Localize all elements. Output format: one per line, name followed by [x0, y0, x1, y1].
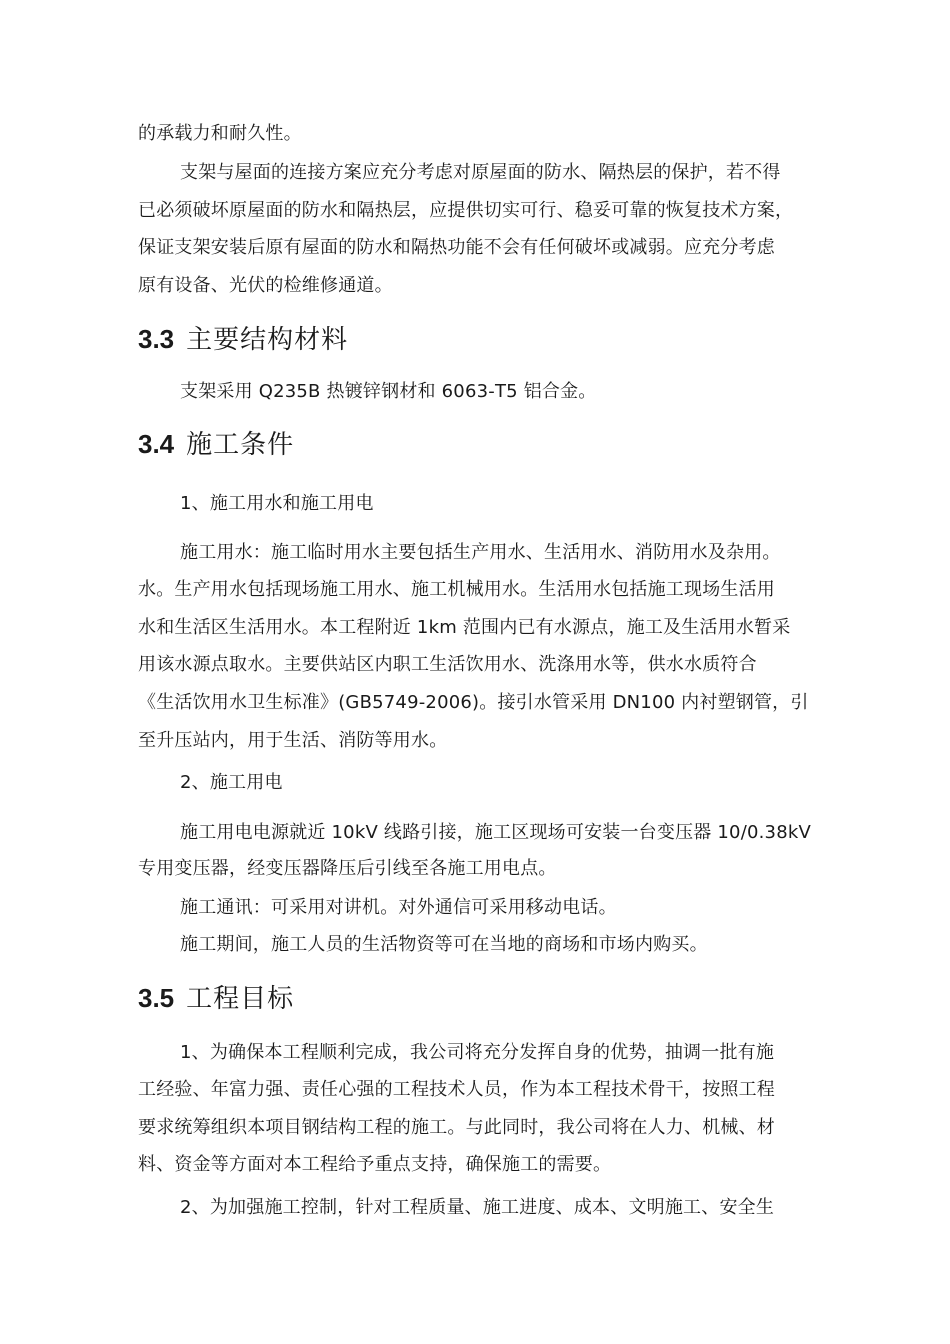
paragraph-line: 支架与屋面的连接方案应充分考虑对原屋面的防水、隔热层的保护，若不得	[180, 162, 781, 183]
section-title: 主要结构材料	[186, 325, 349, 355]
paragraph-line: 至升压站内，用于生活、消防等用水。	[138, 730, 448, 751]
paragraph-line: 2、为加强施工控制，针对工程质量、施工进度、成本、文明施工、安全生	[180, 1197, 775, 1218]
list-item-heading: 2、施工用电	[180, 772, 283, 793]
paragraph-line: 水和生活区生活用水。本工程附近 1km 范围内已有水源点，施工及生活用水暂采	[138, 617, 791, 638]
paragraph-line: 要求统筹组织本项目钢结构工程的施工。与此同时，我公司将在人力、机械、材	[138, 1117, 775, 1138]
paragraph-line: 的承载力和耐久性。	[138, 123, 302, 144]
paragraph-line: 施工期间，施工人员的生活物资等可在当地的商场和市场内购买。	[180, 934, 708, 955]
paragraph-line: 已必须破坏原屋面的防水和隔热层，应提供切实可行、稳妥可靠的恢复技术方案，	[138, 200, 794, 221]
paragraph-line: 用该水源点取水。主要供站区内职工生活饮用水、洗涤用水等，供水水质符合	[138, 654, 757, 675]
paragraph-line: 1、为确保本工程顺利完成，我公司将充分发挥自身的优势，抽调一批有施	[180, 1042, 775, 1063]
paragraph-line: 支架采用 Q235B 热镀锌钢材和 6063-T5 铝合金。	[180, 381, 597, 402]
section-title: 施工条件	[186, 430, 295, 460]
section-number: 3.3	[138, 324, 175, 354]
paragraph-line: 水。生产用水包括现场施工用水、施工机械用水。生活用水包括施工现场生活用	[138, 579, 775, 600]
section-heading-3-3	[138, 323, 348, 356]
list-item-heading: 1、施工用水和施工用电	[180, 493, 374, 514]
paragraph-line: 保证支架安装后原有屋面的防水和隔热功能不会有任何破坏或减弱。应充分考虑	[138, 237, 775, 258]
section-number: 3.5	[138, 983, 175, 1013]
paragraph-line: 原有设备、光伏的检维修通道。	[138, 275, 393, 296]
paragraph-line: 《生活饮用水卫生标准》(GB5749-2006)。接引水管采用 DN100 内衬塑钢管，引	[138, 692, 809, 713]
section-heading-3-4	[138, 428, 294, 461]
paragraph-line: 施工用电电源就近 10kV 线路引接，施工区现场可安装一台变压器 10/0.38kV	[180, 822, 811, 843]
paragraph-line: 专用变压器，经变压器降压后引线至各施工用电点。	[138, 858, 557, 879]
paragraph-line: 工经验、年富力强、责任心强的工程技术人员，作为本工程技术骨干，按照工程	[138, 1079, 775, 1100]
section-number: 3.4	[138, 429, 175, 459]
section-title: 工程目标	[186, 984, 295, 1014]
paragraph-line: 施工用水：施工临时用水主要包括生产用水、生活用水、消防用水及杂用。	[180, 542, 781, 563]
paragraph-line: 料、资金等方面对本工程给予重点支持，确保施工的需要。	[138, 1154, 612, 1175]
paragraph-line: 施工通讯：可采用对讲机。对外通信可采用移动电话。	[180, 897, 617, 918]
section-heading-3-5	[138, 982, 294, 1015]
